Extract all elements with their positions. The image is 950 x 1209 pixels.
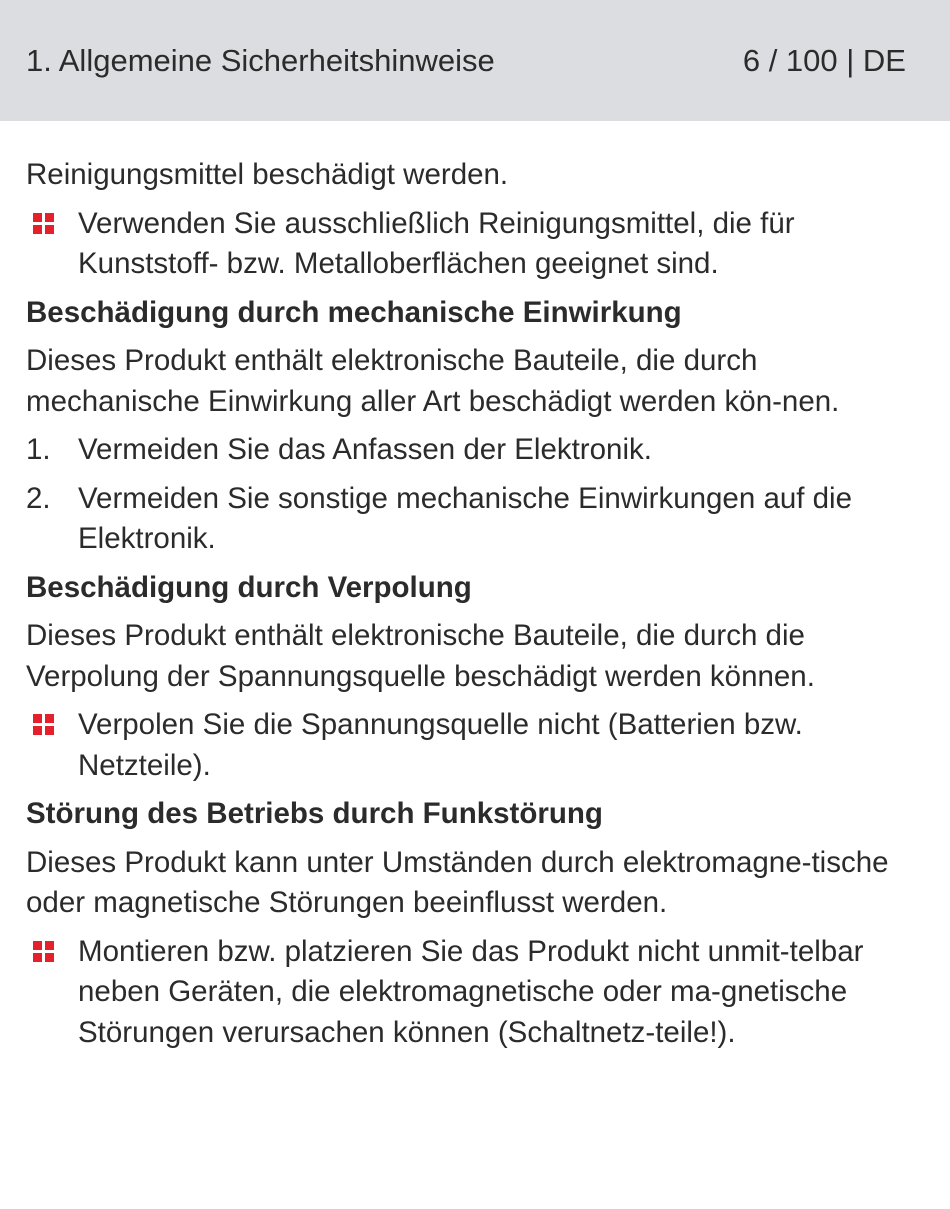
step-number: 1. <box>26 433 51 466</box>
page-header <box>0 0 950 121</box>
bullet-item <box>26 204 906 285</box>
red-squares-bullet-icon <box>33 213 54 234</box>
page-content <box>0 121 950 1053</box>
bullet-text: Verpolen Sie die Spannungsquelle nicht (Batterien bzw. Netzteile). <box>78 708 803 782</box>
red-squares-bullet-icon <box>33 941 54 962</box>
page-info: 6 / 100 | DE <box>742 42 906 78</box>
bullet-text: Montieren bzw. platzieren Sie das Produkt nicht unmit-telbar neben Geräten, die elektromagnetische oder ma-gnetische Störungen verursachen können (Schaltnetz-teile!). <box>78 934 864 1049</box>
step-text: Vermeiden Sie das Anfassen der Elektronik. <box>78 433 652 466</box>
bullet-item <box>26 705 906 786</box>
numbered-item <box>26 479 906 560</box>
section-text: Dieses Produkt enthält elektronische Bauteile, die durch mechanische Einwirkung aller Art beschädigt werden kön-nen. <box>26 344 840 418</box>
section-text: Dieses Produkt kann unter Umständen durch elektromagne-tische oder magnetische Störungen beeinflusst werden. <box>26 845 889 919</box>
section-title: 1. Allgemeine Sicherheitshinweise <box>26 42 495 78</box>
numbered-item <box>26 430 906 471</box>
bullet-item <box>26 932 906 1054</box>
intro-text: Reinigungsmittel beschädigt werden. <box>26 158 509 191</box>
bullet-text: Verwenden Sie ausschließlich Reinigungsmittel, die für Kunststoff- bzw. Metalloberflächen geeignet sind. <box>78 206 795 280</box>
section-heading: Beschädigung durch Verpolung <box>26 570 472 604</box>
section-heading: Beschädigung durch mechanische Einwirkung <box>26 295 682 329</box>
step-text: Vermeiden Sie sonstige mechanische Einwirkungen auf die Elektronik. <box>78 481 853 555</box>
red-squares-bullet-icon <box>33 714 54 735</box>
section-text: Dieses Produkt enthält elektronische Bauteile, die durch die Verpolung der Spannungsquelle beschädigt werden können. <box>26 619 815 693</box>
step-number: 2. <box>26 481 51 515</box>
section-heading: Störung des Betriebs durch Funkstörung <box>26 797 603 830</box>
